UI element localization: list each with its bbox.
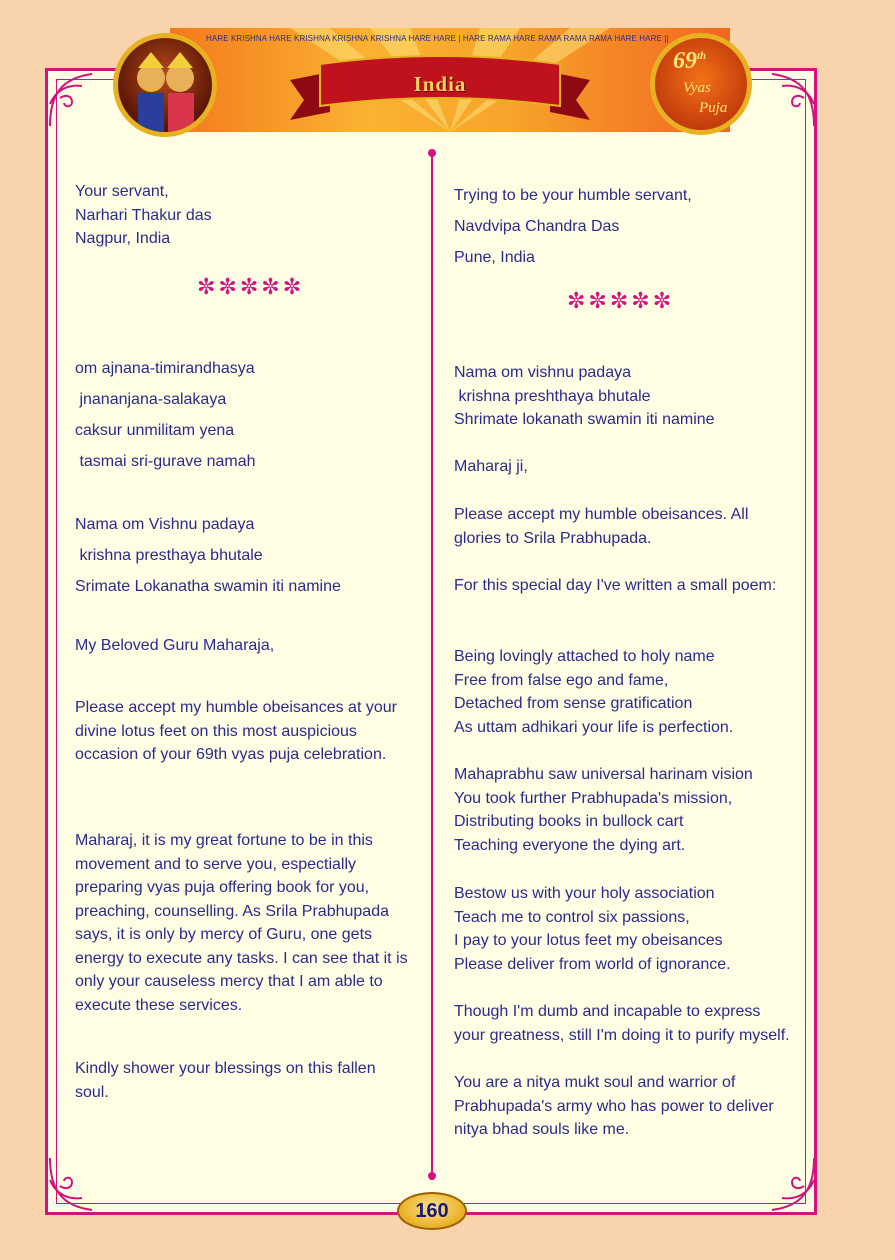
- prayer-line: Srimate Lokanatha swamin iti namine: [75, 578, 341, 595]
- signoff-line: Narhari Thakur das: [75, 206, 212, 224]
- column-divider: [431, 152, 433, 1180]
- poem-stanza-1: [454, 645, 790, 739]
- right-paragraph-4: You are a nitya mukt soul and warrior of Prabhupada's army who has power to deliver nitya bhad souls like me.: [454, 1074, 774, 1138]
- flourish-ornament-icon: [42, 64, 112, 134]
- poem-line: Distributing books in bullock cart: [454, 813, 684, 830]
- poem-line: Detached from sense gratification: [454, 695, 693, 712]
- star-separator: ✼✼✼✼✼: [197, 274, 305, 299]
- left-signoff: [75, 180, 411, 251]
- deity-portrait-icon: [113, 33, 217, 137]
- prayer-line: Nama om Vishnu padaya: [75, 516, 255, 533]
- prayer-line: caksur unmilitam yena: [75, 422, 235, 439]
- divider-top-dot: [428, 149, 436, 157]
- left-prayer-2: [75, 509, 411, 602]
- left-paragraph-3: Kindly shower your blessings on this fallen soul.: [75, 1060, 376, 1101]
- divider-bottom-dot: [428, 1172, 436, 1180]
- prayer-line: jnananjana-salakaya: [75, 391, 227, 408]
- poem-line: Teach me to control six passions,: [454, 908, 690, 926]
- poem-line: As uttam adhikari your life is perfection.: [454, 718, 734, 736]
- page-number: 160: [397, 1192, 467, 1230]
- star-separator: ✼✼✼✼✼: [567, 288, 675, 313]
- prayer-line: Nama om vishnu padaya: [454, 364, 631, 381]
- poem-line: Teaching everyone the dying art.: [454, 836, 686, 854]
- poem-stanza-2: [454, 763, 790, 857]
- prayer-line: Shrimate lokanath swamin iti namine: [454, 411, 715, 428]
- signoff-line: Your servant,: [75, 183, 169, 200]
- poem-line: Free from false ego and fame,: [454, 671, 669, 689]
- seal-number: 69th: [673, 48, 707, 74]
- left-salutation: My Beloved Guru Maharaja,: [75, 637, 275, 654]
- signoff-line: Nagpur, India: [75, 230, 171, 247]
- poem-line: Mahaprabhu saw universal harinam vision: [454, 766, 753, 783]
- right-signoff: [454, 180, 790, 273]
- right-paragraph-1: Please accept my humble obeisances. All glories to Srila Prabhupada.: [454, 506, 749, 547]
- poem-line: Please deliver from world of ignorance.: [454, 955, 731, 973]
- right-salutation: Maharaj ji,: [454, 458, 528, 475]
- left-paragraph-1: Please accept my humble obeisances at your divine lotus feet on this most auspicious occasion of your 69th vyas puja celebration.: [75, 699, 397, 763]
- right-paragraph-2: For this special day I've written a small poem:: [454, 577, 777, 594]
- prayer-line: tasmai sri-gurave namah: [75, 453, 256, 470]
- signoff-line: Trying to be your humble servant,: [454, 187, 692, 204]
- poem-stanza-3: [454, 882, 790, 976]
- poem-line: Being lovingly attached to holy name: [454, 648, 715, 665]
- signoff-line: Pune, India: [454, 249, 535, 266]
- flourish-ornament-icon: [752, 64, 822, 134]
- seal-line2: Puja: [699, 100, 728, 116]
- poem-line: You took further Prabhupada's mission,: [454, 789, 733, 807]
- right-paragraph-3: Though I'm dumb and incapable to express your greatness, still I'm doing it to purify myself.: [454, 1003, 790, 1044]
- flourish-ornament-icon: [752, 1150, 822, 1220]
- anniversary-seal-icon: [650, 33, 752, 135]
- prayer-line: krishna presthaya bhutale: [75, 547, 263, 564]
- banner-title: India: [413, 72, 467, 96]
- prayer-line: krishna preshthaya bhutale: [454, 387, 651, 405]
- flourish-ornament-icon: [42, 1150, 112, 1220]
- right-prayer: [454, 361, 790, 432]
- poem-line: Bestow us with your holy association: [454, 885, 715, 902]
- mantra-text: HARE KRISHNA HARE KRISHNA KRISHNA KRISHNA HARE HARE | HARE RAMA HARE RAMA RAMA RAMA HARE HARE ||: [206, 34, 669, 43]
- poem-line: I pay to your lotus feet my obeisances: [454, 932, 723, 949]
- left-prayer-1: [75, 353, 411, 477]
- signoff-line: Navdvipa Chandra Das: [454, 218, 620, 235]
- prayer-line: om ajnana-timirandhasya: [75, 360, 255, 377]
- left-paragraph-2: Maharaj, it is my great fortune to be in this movement and to serve you, espectially preparing vyas puja offering book for you, preaching, counselling. As Srila Prabhupada says, it is only by mercy of Guru, one gets energy to execute any tasks. I can see that it is only your causeless mercy that I am able to execute these services.: [75, 832, 408, 1014]
- seal-line1: Vyas: [683, 80, 711, 96]
